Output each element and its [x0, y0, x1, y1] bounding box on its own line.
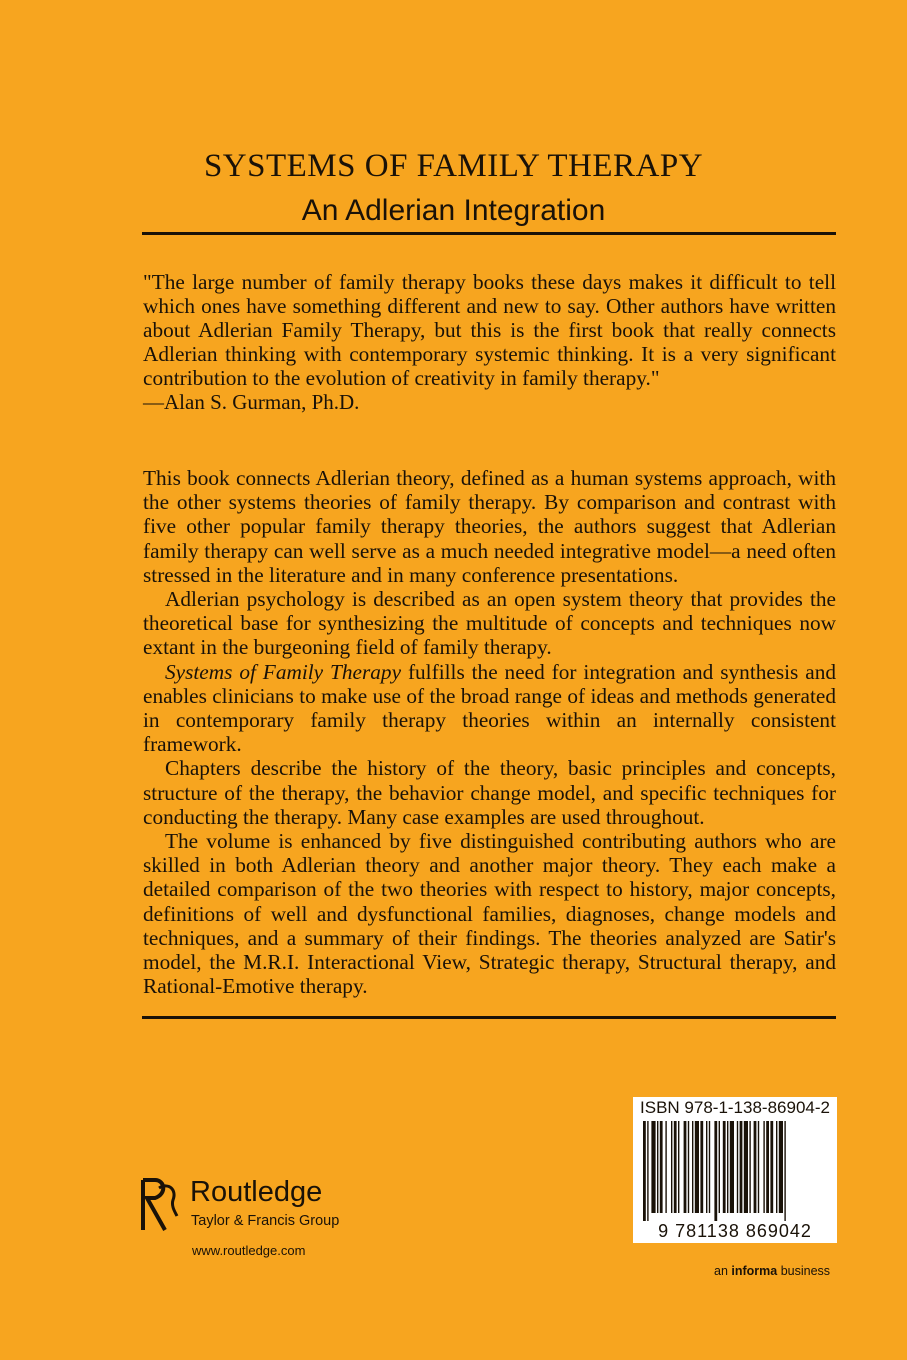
- barcode-bar: [719, 1121, 720, 1213]
- barcode-bar: [688, 1121, 689, 1213]
- isbn-label: ISBN 978-1-138-86904-2: [640, 1098, 830, 1117]
- barcode-bar: [647, 1121, 648, 1221]
- barcode-bar: [714, 1121, 717, 1221]
- barcode-bar: [776, 1121, 777, 1213]
- barcode-bar: [657, 1121, 658, 1213]
- barcode-bar: [674, 1121, 677, 1213]
- barcode-bar: [700, 1121, 703, 1213]
- barcode-bar: [643, 1121, 646, 1221]
- barcode-bar: [709, 1121, 710, 1213]
- barcode-bar: [651, 1121, 655, 1213]
- informa-tagline: [714, 1264, 830, 1278]
- book-title: SYSTEMS OF FAMILY THERAPY: [203, 148, 704, 184]
- description: [143, 466, 836, 998]
- book-title-italic: Systems of Family Therapy: [165, 659, 402, 684]
- informa-prefix: an: [714, 1264, 732, 1278]
- barcode-bar: [671, 1121, 672, 1213]
- barcode-bar: [730, 1121, 734, 1213]
- publisher-url: www.routledge.com: [192, 1243, 306, 1258]
- description-paragraph-3-text: fulfills the need for integration and synthesis and enables clinicians to make use of the broad range of ideas and methods generated in contemporary family therapy theories within an internally consistent framework.: [143, 659, 836, 757]
- description-paragraph-4: Chapters describe the history of the theory, basic principles and concepts, structure of the therapy, the behavior change model, and specific techniques for conducting the therapy. Many case examples are used throughout.: [143, 756, 836, 829]
- informa-suffix: business: [777, 1264, 831, 1278]
- barcode-bar: [678, 1121, 679, 1213]
- quote-attribution: —Alan S. Gurman, Ph.D.: [143, 390, 360, 414]
- endorsement-quote: [143, 270, 836, 414]
- isbn-barcode: [633, 1097, 837, 1243]
- barcode-bar: [754, 1121, 757, 1213]
- informa-bold: informa: [731, 1264, 778, 1278]
- barcode-bar: [779, 1121, 783, 1213]
- barcode-bar: [665, 1121, 666, 1213]
- description-paragraph-2: Adlerian psychology is described as an open system theory that provides the theoretical base for synthesizing the multitude of concepts and techniques now extant in the burgeoning field of family therapy.: [143, 587, 836, 660]
- barcode-bar: [740, 1121, 743, 1213]
- barcode-bar: [770, 1121, 773, 1213]
- publisher-group: Taylor & Francis Group: [191, 1213, 340, 1229]
- barcode-bar: [706, 1121, 707, 1213]
- barcode-bar: [727, 1121, 728, 1213]
- barcode-bar: [695, 1121, 699, 1213]
- barcode-bar: [784, 1121, 785, 1221]
- barcode-bar: [723, 1121, 726, 1213]
- description-paragraph-5: The volume is enhanced by five distinguished contributing authors who are skilled in both Adlerian theory and another major theory. They each make a detailed comparison of the two theories with respect to history, major concepts, definitions of well and dysfunctional families, diagnoses, change models and techniques, and a summary of their findings. The theories analyzed are Satir's model, the M.R.I. Interactional View, Strategic therapy, Structural therapy, and Rational-Emotive therapy.: [143, 829, 836, 999]
- description-paragraph-3: [143, 660, 836, 757]
- routledge-logo-icon: [133, 1172, 181, 1238]
- barcode-bar: [660, 1121, 663, 1213]
- barcode-bar: [749, 1121, 750, 1213]
- barcode-bars: [639, 1121, 831, 1221]
- quote-text: "The large number of family therapy books these days makes it difficult to tell which ones have something different and new to say. Other authors have written about Adlerian Family Therapy, but this is the first book that really connects Adlerian thinking with contemporary systemic thinking. It is a very significant contribution to the evolution of creativity in family therapy.": [143, 270, 836, 390]
- bottom-rule: [142, 1016, 836, 1019]
- barcode-bar: [684, 1121, 687, 1213]
- barcode-bar: [758, 1121, 759, 1213]
- top-rule: [142, 232, 836, 235]
- barcode-bar: [744, 1121, 748, 1213]
- description-paragraph-1: This book connects Adlerian theory, defined as a human systems approach, with the other systems theories of family therapy. By comparison and contrast with five other popular family therapy theories, the authors suggest that Adlerian family therapy can well serve as a much needed integrative model—a need often stressed in the literature and in many conference presentations.: [143, 466, 836, 587]
- barcode-bar: [737, 1121, 738, 1213]
- barcode-bar: [763, 1121, 764, 1213]
- barcode-bar: [692, 1121, 693, 1213]
- barcode-digits: 9 781138 869042: [658, 1221, 812, 1241]
- publisher-name: Routledge: [190, 1176, 323, 1208]
- barcode-bar: [766, 1121, 769, 1213]
- book-subtitle: An Adlerian Integration: [301, 194, 606, 227]
